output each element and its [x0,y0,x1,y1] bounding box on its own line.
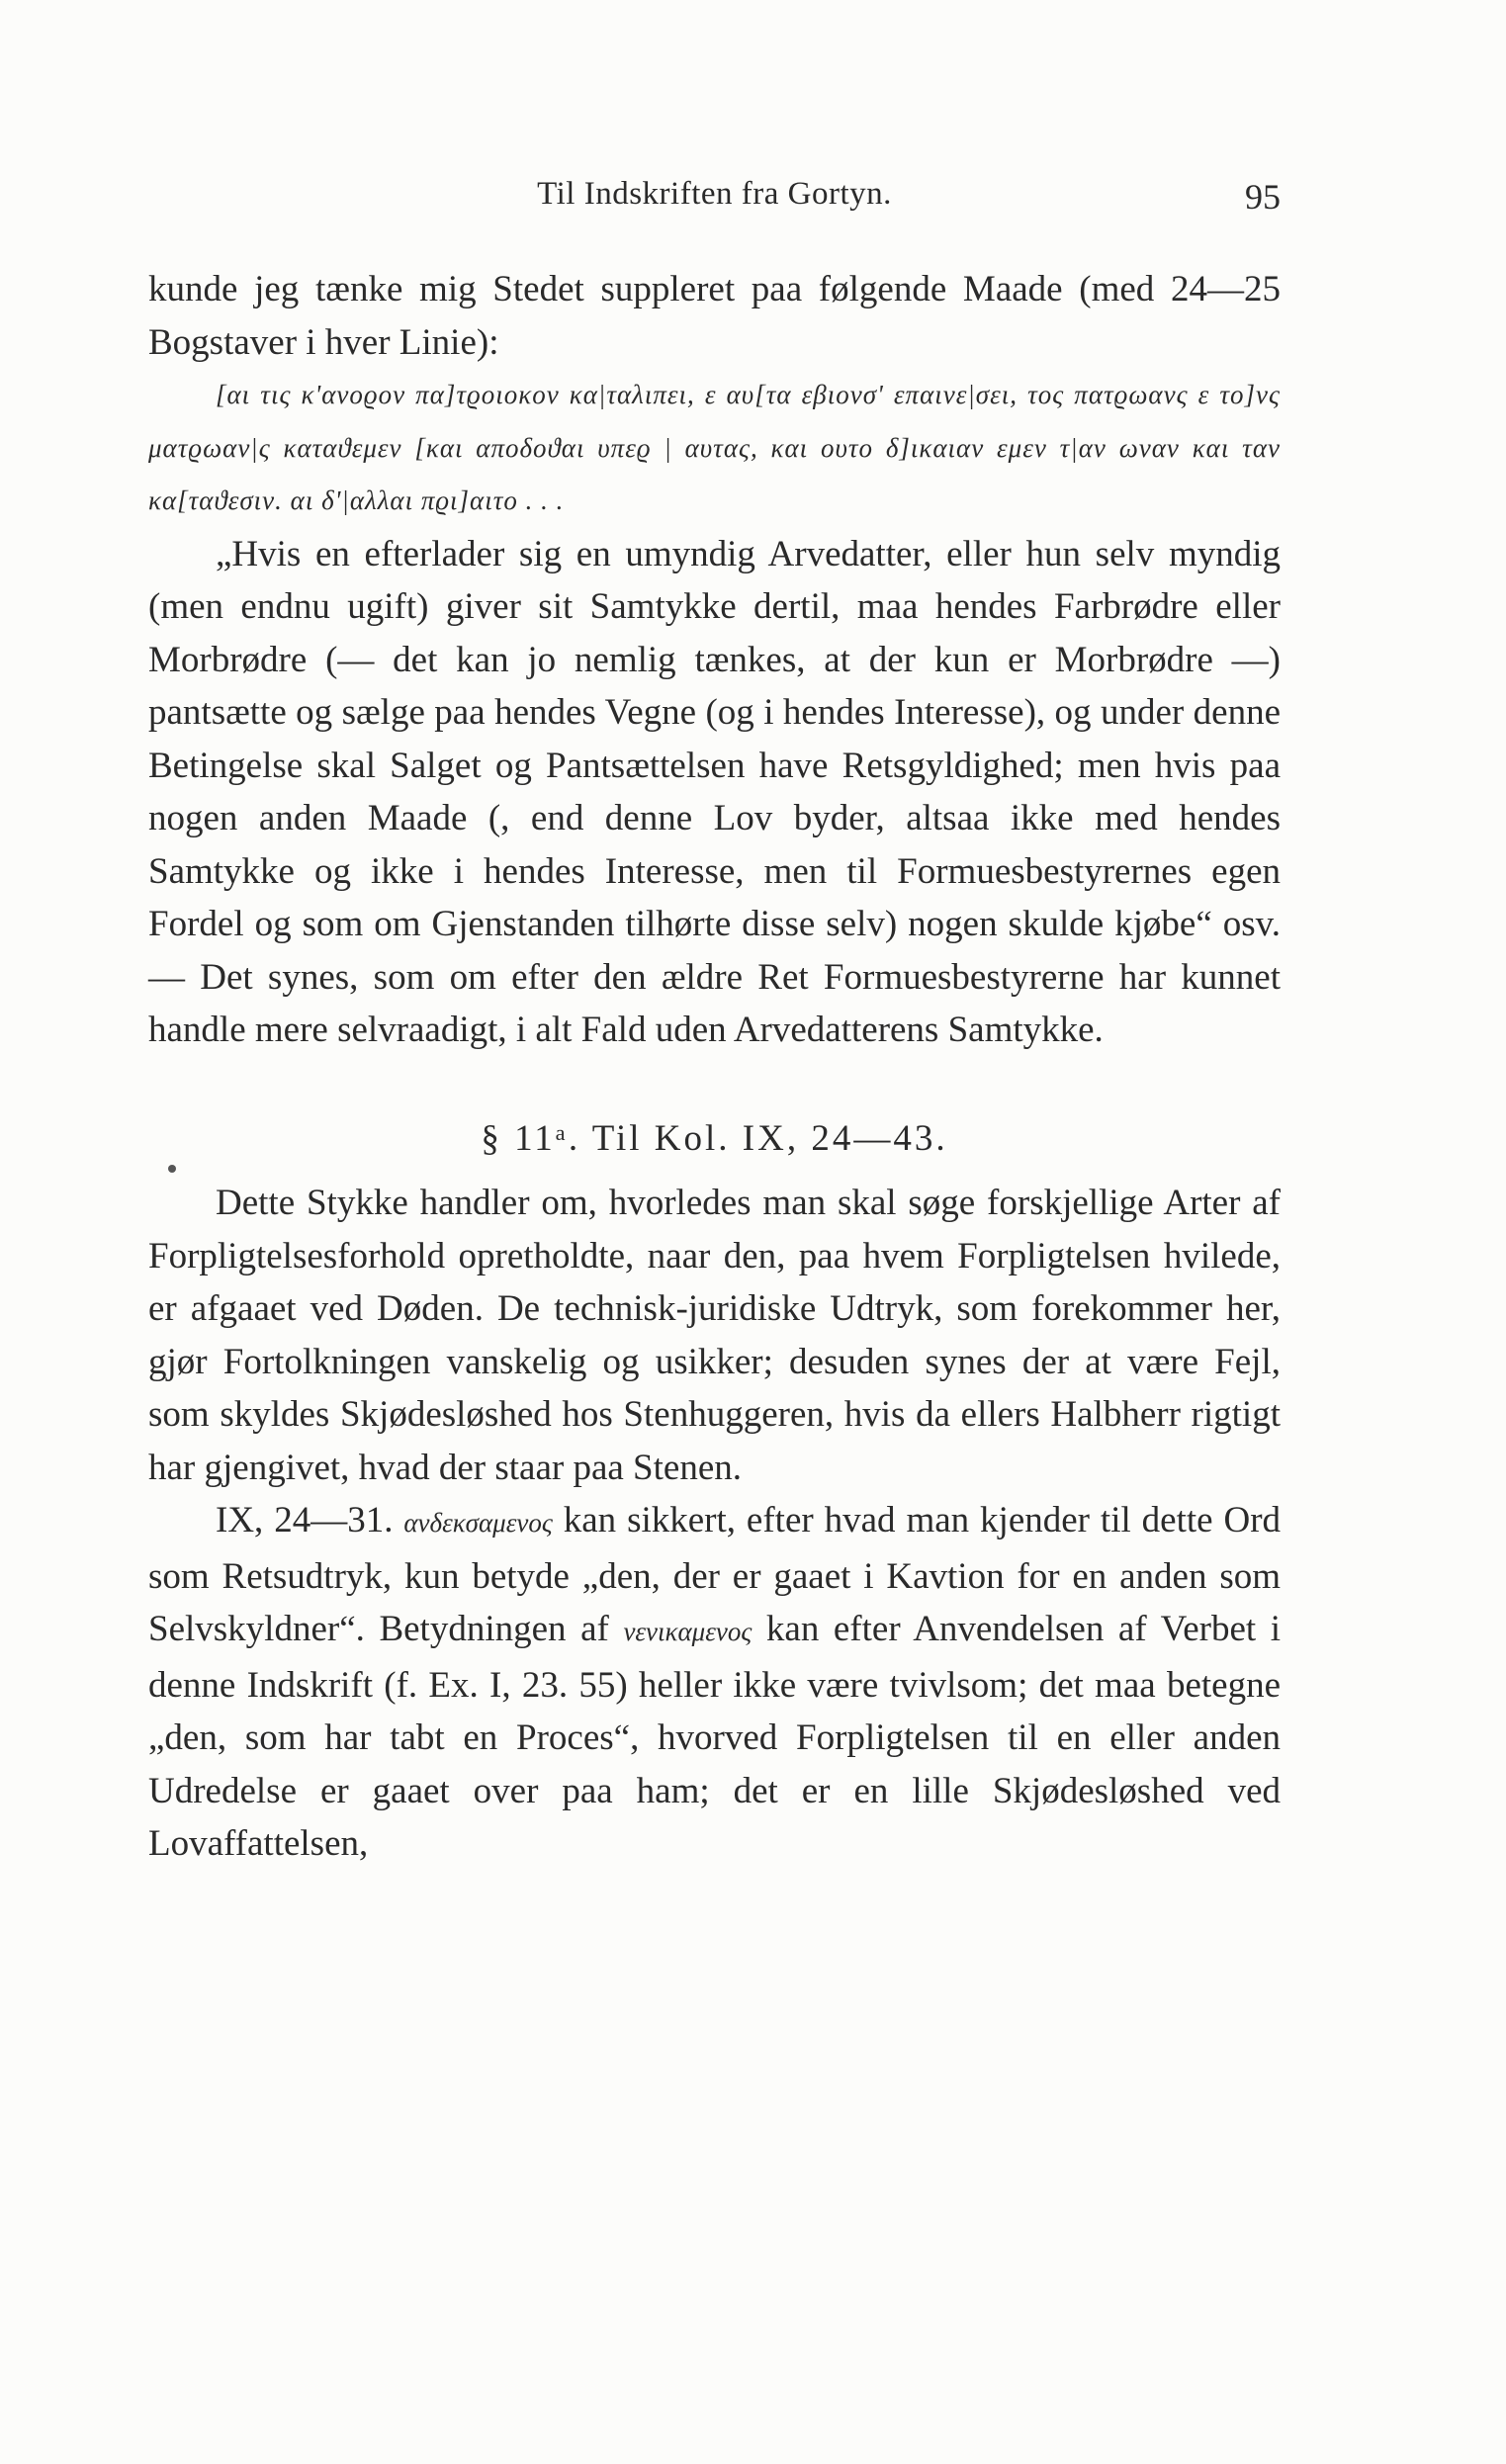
intro-paragraph: kunde jeg tænke mig Stedet suppleret paa følgende Maade (med 24—25 Bogstaver i hver Linie): [148,269,1281,363]
section-heading: § 11ᵃ. Til Kol. IX, 24—43. [481,1117,948,1159]
book-page [148,0,1281,2464]
section-paragraph: Dette Stykke handler om, hvorledes man skal søge forskjellige Arter af Forpligtelsesforhold opretholdte, naar den, paa hvem Forpligtelsen hvilede, er afgaaet ved Døden. De technisk-juridiske Udtryk, som forekommer her, gjør Fortolkningen vanskelig og usikker; desuden synes der at være Fejl, som skyldes Skjødesløshed hos Stenhuggeren, hvis da ellers Halbherr rigtigt har gjengivet, hvad der staar paa Stenen. [148,1183,1281,1488]
greek-term-andeksamenos: ανδεκσαμενος [403,1508,553,1538]
ix-reference: IX, 24—31. [216,1500,394,1540]
translation-paragraph: „Hvis en efterlader sig en umyndig Arvedatter, eller hun selv myndig (men endnu ugift) giver sit Samtykke dertil, maa hendes Farbrødre eller Morbrødre (— det kan jo nemlig tænkes, at der kun er Morbrødre —) pantsætte og sælge paa hendes Vegne (og i hendes Interesse), og under denne Betingelse skal Salget og Pantsættelsen have Retsgyldighed; men hvis paa nogen anden Maade (, end denne Lov byder, altsaa ikke med hendes Samtykke og ikke i hendes Interesse, men til Formuesbestyrernes egen Fordel og som om Gjenstanden tilhørte disse selv) nogen skulde kjøbe“ osv. — Det synes, som om efter den ældre Ret Formuesbestyrerne har kunnet handle mere selvraadigt, i alt Fald uden Arvedatterens Samtykke. [148,533,1281,1050]
greek-restoration: [αι τις κ'ανοϱον πα]τϱοιοκον κα|ταλιπει, ε αυ[τα εβιονσ' επαινε|σει, τος πατϱωανς ε το]νς ματϱωαν|ς καταϑεμεν [και αποδοϑαι υπεϱ | αυτας, και ουτο δ]ικαιαν εμεν τ|αν ωναν και ταν κα[ταϑεσιν. αι δ'|αλλαι πϱι]αιτο . . . [148,380,1281,515]
page-number: 95 [1245,177,1281,217]
running-title: Til Indskriften fra Gortyn. [537,176,892,212]
ix-text-part-2: kan efter Anvendelsen af Verbet i denne Indskrift (f. Ex. I, 23. 55) heller ikke være tvivlsom; det maa betegne „den, som har tabt en Proces“, hvorved Forpligtelsen til en eller anden Udredelse er gaaet over paa ham; det er en lille Skjødesløshed ved Lovaffattelsen, [148,1609,1282,1864]
ix-text-part-1: kan sikkert, efter hvad man kjender til dette Ord som Retsudtryk, kun betyde „den, der er gaaet i Kavtion for en anden som Selvskyldner“. Betydningen af [148,1500,1282,1649]
ix-paragraph [148,1494,1281,1871]
greek-term-nenikamenos: νενικαμενος [623,1617,753,1646]
margin-dot [168,1165,176,1173]
body-text [148,263,1281,1871]
running-head [148,176,1281,220]
